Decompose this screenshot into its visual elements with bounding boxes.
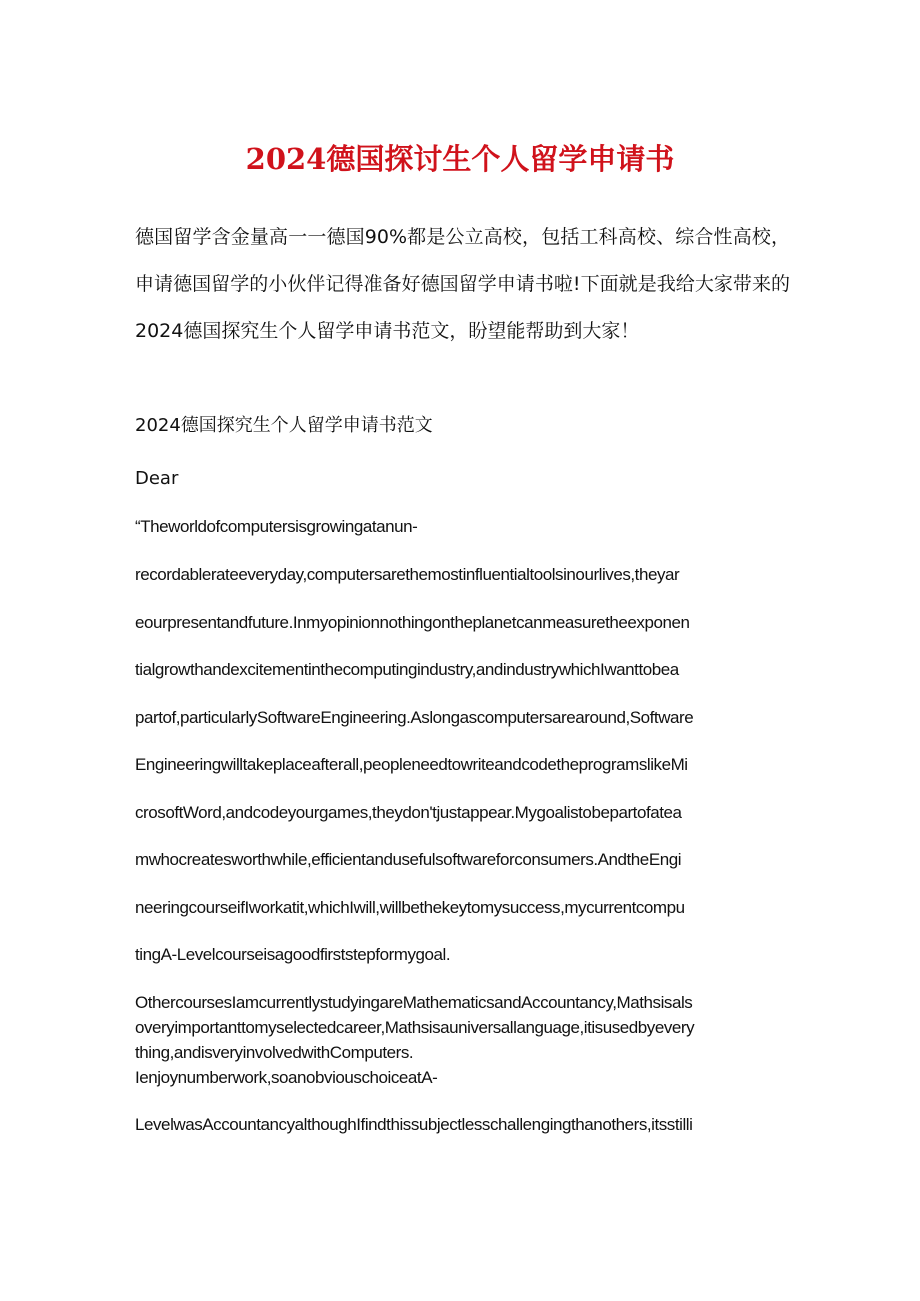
body-line: crosoftWord,andcodeyourgames,theydon'tjustappear.Mygoalistobepartofatea: [135, 803, 682, 822]
intro-paragraph: 德国留学含金量高一一德国90%都是公立高校，包括工科高校、综合性高校，申请德国留学的小伙伴记得准备好德国留学申请书啦!下面就是我给大家带来的2024德国探究生个人留学申请书范文，盼望能帮助到大家！: [135, 226, 790, 342]
section-heading: 2024德国探究生个人留学申请书范文: [135, 415, 433, 436]
body-line: thing,andisveryinvolvedwithComputers.: [135, 1043, 414, 1062]
body-line: overyimportanttomyselectedcareer,Mathsisauniversallanguage,itisusedbyevery: [135, 1018, 695, 1037]
body-line: partof,particularlySoftwareEngineering.Aslongascomputersarearound,Software: [135, 708, 694, 727]
body-line: recordablerateeveryday,computersarethemostinfluentialtoolsinourlives,theyar: [135, 565, 680, 584]
body-line: “Theworldofcomputersisgrowingatanun-: [135, 517, 418, 536]
body-line: OthercoursesIamcurrentlystudyingareMathematicsandAccountancy,Mathsisals: [135, 993, 693, 1012]
salutation: Dear: [135, 468, 179, 489]
document-title: 2024德国探讨生个人留学申请书: [245, 142, 675, 176]
body-line: Engineeringwilltakeplaceafterall,peopleneedtowriteandcodetheprogramslikeMi: [135, 755, 688, 774]
body-line: tialgrowthandexcitementinthecomputingindustry,andindustrywhichIwanttobea: [135, 660, 679, 679]
body-line: LevelwasAccountancyalthoughIfindthissubjectlesschallengingthanothers,itsstilli: [135, 1115, 693, 1134]
body-line: neeringcourseifIworkatit,whichIwill,willbethekeytomysuccess,mycurrentcompu: [135, 898, 685, 917]
body-line: mwhocreatesworthwhile,efficientandusefulsoftwareforconsumers.AndtheEngi: [135, 850, 682, 869]
body-line: eourpresentandfuture.Inmyopinionnothingontheplanetcanmeasuretheexponen: [135, 613, 690, 632]
body-line: tingA-Levelcourseisagoodfirststepformygoal.: [135, 945, 451, 964]
body-line: Ienjoynumberwork,soanobviouschoiceatA-: [135, 1068, 438, 1087]
